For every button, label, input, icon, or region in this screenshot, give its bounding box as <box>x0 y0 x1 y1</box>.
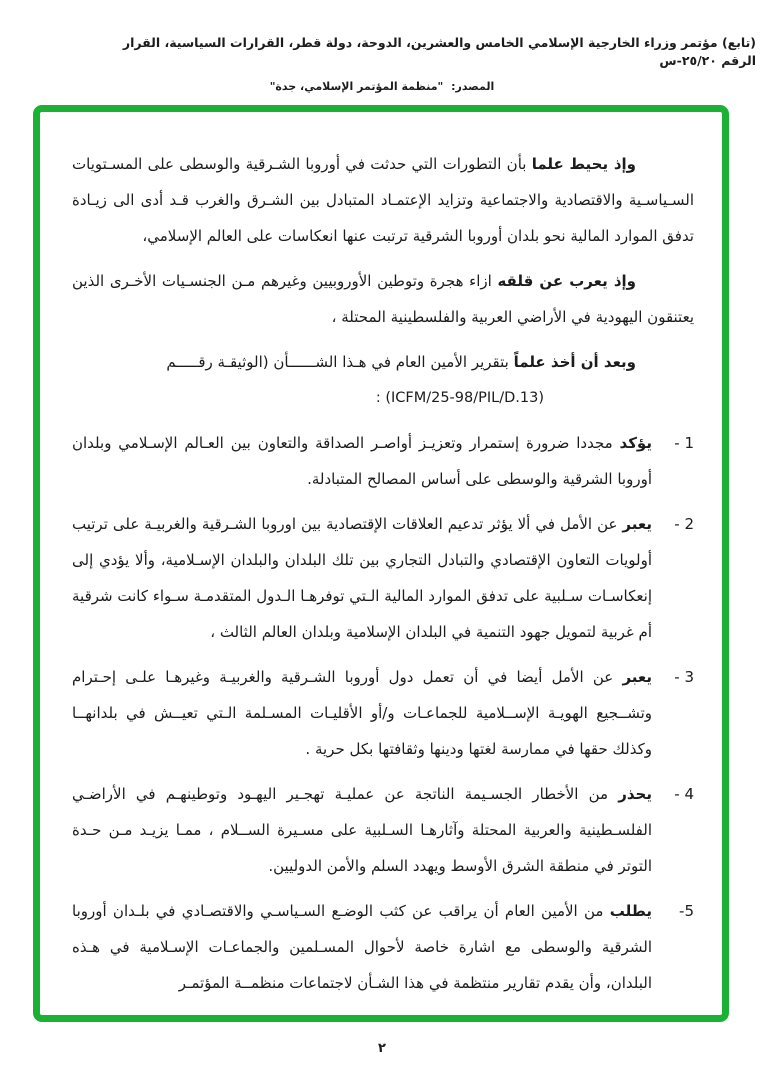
document-ref-code: (ICFM/25-98/PIL/D.13) <box>385 390 544 406</box>
preamble-paragraph-2 <box>72 263 694 335</box>
item-paragraph-4 <box>72 776 652 884</box>
item-number-2: 2 - <box>674 515 694 533</box>
resolution-body <box>40 112 722 1001</box>
source-value: "منظمة المؤتمر الإسلامي، جدة" <box>269 80 444 93</box>
resolution-item-5 <box>72 893 694 1001</box>
resolution-item-2 <box>72 506 694 650</box>
item-lead-1: يؤكد <box>619 434 652 452</box>
preamble-text-2: ازاء هجرة وتوطين الأوروبيين وغيرهم مـن الجنسـيات الأخـرى الذين يعتنقون اليهودية في الأراضي العربية والفلسطينية المحتلة ، <box>72 272 694 326</box>
item-text-5: من الأمين العام أن يراقب عن كثب الوضـع السـياسـي والاقتصـادي في بلـدان أوروبا الشرقية والوسطى مع اشارة خاصة لأحوال المسـلمين والجماعـات الإسـلامية في هـذه البلدان، وأن يقدم تقارير منتظمة في هذا الشـأن لاجتماعات منظمــة المؤتمـر <box>72 902 652 992</box>
header-citation: (تابع) مؤتمر وزراء الخارجية الإسلامي الخامس والعشرين، الدوحة، دولة قطر، القرارات السياسية، القرار الرقم ٢٥/٢٠-س <box>122 35 756 68</box>
item-lead-2: يعبر <box>622 515 652 533</box>
page-number: ٢ <box>378 1041 386 1056</box>
item-text-3: عن الأمل أيضا في أن تعمل دول أوروبا الشـرقية والغربيـة وغيرهـا علـى إحـترام وتشــجيع الهويـة الإســلامية للجماعـات و/أو الأقليـات المسـلمة الـتي تعيــش في بلدانهــا وكذلك حقها في ممارسة لغتها ودينها وثقافتها بكل حرية . <box>72 668 652 758</box>
document-header <box>0 0 764 94</box>
item-text-2: عن الأمل في ألا يؤثر تدعيم العلاقات الإقتصادية بين اوروبا الشـرقية والغربيـة على ترتيب أولويات التعاون الإقتصادي والتبادل التجاري بين تلك البلدان والبلدان الإسـلامية، وألا يؤدي إلى إنعكاسـات سـلبية على تدفق الموارد المالية الـتي توفرهـا الـدول المتقدمـة سـواء كانت شرقية أم غربية لتمويل جهود التنمية في البلدان الإسلامية وبلدان العالم الثالث ، <box>72 515 652 641</box>
resolution-item-4 <box>72 776 694 884</box>
resolution-item-3 <box>72 659 694 767</box>
document-ref-line <box>72 380 694 416</box>
item-number-1: 1 - <box>674 434 694 452</box>
item-paragraph-3 <box>72 659 652 767</box>
item-lead-5: يطلب <box>609 902 652 920</box>
preamble-lead-1: وإذ يحيط علما <box>531 155 636 173</box>
resolution-item-1 <box>72 425 694 497</box>
item-lead-3: يعبر <box>622 668 652 686</box>
preamble-paragraph-3 <box>72 344 694 380</box>
preamble-paragraph-1 <box>72 146 694 254</box>
preamble-text-1: بأن التطورات التي حدثت في أوروبا الشـرقية والوسطى على المسـتويات السـياسـية والاقتصادية والاجتماعية وتزايد الإعتمـاد المتبادل بين الشـرق والغرب قـد أدى الى زيـادة تدفق الموارد المالية نحو بلدان أوروبا الشرقية ترتبت عنها انعكاسات على العالم الإسلامي، <box>72 155 694 245</box>
preamble-text-3: بتقرير الأمين العام في هـذا الشــــــأن (الوثيقـة رقـــــم <box>166 353 509 371</box>
item-number-5: 5- <box>679 902 694 920</box>
item-paragraph-2 <box>72 506 652 650</box>
item-lead-4: يحذر <box>618 785 652 803</box>
item-text-4: من الأخطار الجسـيمة الناتجة عن عمليـة تهجـير اليهـود وتوطينهـم في الأراضـي الفلسـطينية والعربية المحتلة وآثارهـا السـلبية على مسـيرة الســلام ، ممـا يزيـد مـن حـدة التوتر في منطقة الشرق الأوسط ويهدد السلم والأمن الدوليين. <box>72 785 652 875</box>
scan-highlight-border <box>33 105 729 1022</box>
header-source-line <box>0 79 764 94</box>
item-paragraph-1 <box>72 425 652 497</box>
preamble-lead-2: وإذ يعرب عن قلقه <box>497 272 636 290</box>
document-ref-colon: : <box>375 390 381 406</box>
item-number-4: 4 - <box>674 785 694 803</box>
source-label: المصدر: <box>451 80 495 93</box>
item-text-1: مجددا ضرورة إستمرار وتعزيـز أواصـر الصداقة والتعاون بين العـالم الإسـلامي وبلدان أوروبا الشرقية والوسطى على أساس المصالح المتبادلة. <box>72 434 652 488</box>
preamble-lead-3: وبعد أن أخذ علماً <box>513 353 636 371</box>
item-paragraph-5 <box>72 893 652 1001</box>
item-number-3: 3 - <box>674 668 694 686</box>
